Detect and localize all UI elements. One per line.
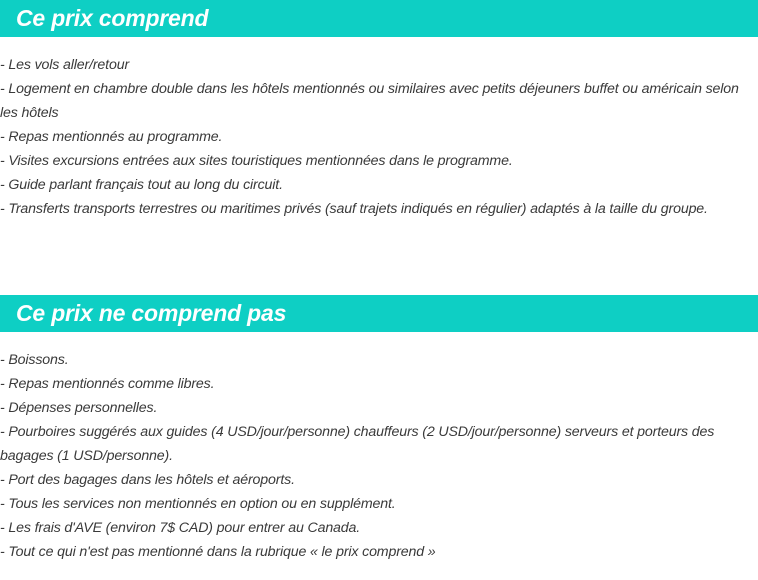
excluded-section-title: Ce prix ne comprend pas: [16, 300, 287, 326]
excluded-item: - Dépenses personnelles.: [0, 400, 158, 416]
included-item: - Logement en chambre double dans les hôtels mentionnés ou similaires avec petits déjeuners buffet ou américain selon les hôtels: [0, 81, 739, 121]
included-item: - Les vols aller/retour: [0, 57, 130, 73]
excluded-item: - Les frais d'AVE (environ 7$ CAD) pour entrer au Canada.: [0, 520, 361, 536]
excluded-item: - Tous les services non mentionnés en option ou en supplément.: [0, 496, 396, 512]
included-item: - Repas mentionnés au programme.: [0, 129, 223, 145]
excluded-item: - Boissons.: [0, 352, 69, 368]
included-item: - Visites excursions entrées aux sites touristiques mentionnées dans le programme.: [0, 153, 513, 169]
excluded-item: - Pourboires suggérés aux guides (4 USD/jour/personne) chauffeurs (2 USD/jour/personne) serveurs et porteurs des bagages (1 USD/personne).: [0, 424, 715, 464]
included-section-header: [0, 0, 758, 37]
excluded-item: - Repas mentionnés comme libres.: [0, 376, 215, 392]
included-item: - Transferts transports terrestres ou maritimes privés (sauf trajets indiqués en régulier) adaptés à la taille du groupe.: [0, 201, 708, 217]
excluded-item: - Tout ce qui n'est pas mentionné dans la rubrique « le prix comprend »: [0, 544, 436, 560]
included-item: - Guide parlant français tout au long du circuit.: [0, 177, 283, 193]
excluded-item: - Port des bagages dans les hôtels et aéroports.: [0, 472, 295, 488]
excluded-items-list: [0, 348, 758, 564]
included-items-list: [0, 53, 758, 221]
excluded-section-header: [0, 295, 758, 332]
included-section-title: Ce prix comprend: [16, 5, 209, 31]
